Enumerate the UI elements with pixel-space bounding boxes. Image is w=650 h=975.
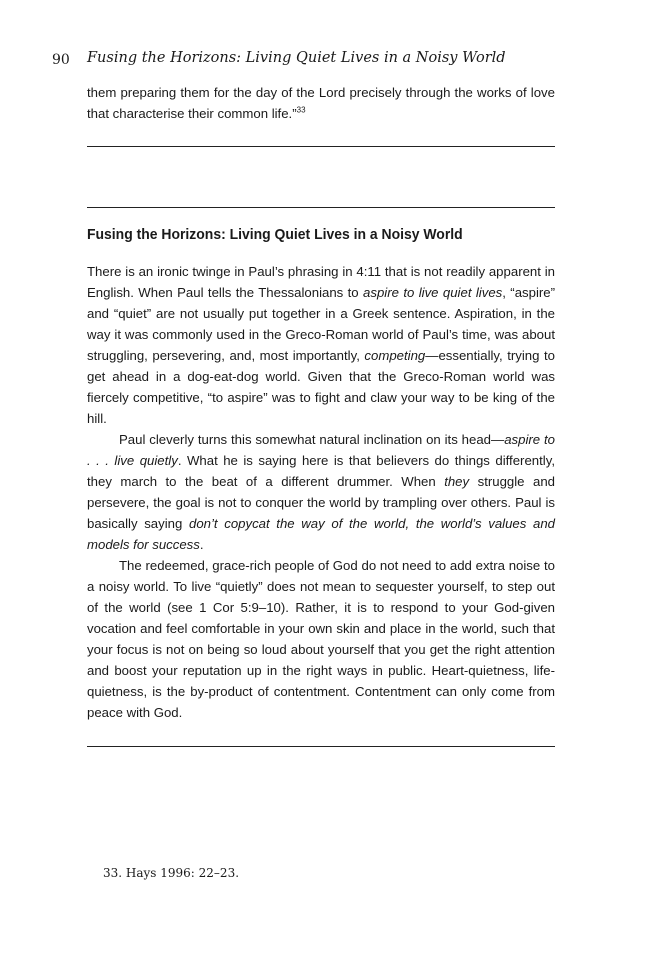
p1-text-b: , “aspire” and “quiet” are not usually put together in a Greek sentence. Aspiration, in the way it was commonly used in the Greco-Roman world of Paul’s time, was about struggling, persevering, and, most importantly, <box>87 285 555 363</box>
sidebar-paragraph-1 <box>87 261 555 429</box>
p2-text-c: struggle and persevere, the goal is not to conquer the world by trampling over others. Paul is basically saying <box>87 474 555 531</box>
page-number: 90 <box>52 52 70 68</box>
sidebar-body <box>87 261 555 723</box>
divider-rule <box>87 146 555 147</box>
p1-emphasis-a: aspire to live quiet lives <box>363 285 503 300</box>
footnote-reference[interactable]: 33 <box>296 105 306 115</box>
sidebar-paragraph-3: The redeemed, grace-rich people of God do not need to add extra noise to a noisy world. To live “quietly” does not mean to sequester yourself, to step out of the world (see 1 Cor 5:9–10). Rather, it is to respond to your God-given vocation and feel comfortable in your own skin and place in the world, such that your focus is not on being so loud about yourself that you get the right attention and boost your reputation up in the right ways in public. Heart-quietness, life-quietness, is the by-product of contentment. Contentment can only come from peace with God. <box>87 558 555 720</box>
p1-emphasis-b: competing <box>364 348 426 363</box>
running-title: Fusing the Horizons: Living Quiet Lives in a Noisy World <box>87 50 506 66</box>
sidebar-title: Fusing the Horizons: Living Quiet Lives in a Noisy World <box>87 226 463 243</box>
intro-paragraph <box>87 82 555 124</box>
sidebar-bottom-rule <box>87 746 555 747</box>
p2-emphasis-a: aspire to . . . live quietly <box>87 432 555 468</box>
sidebar-top-rule <box>87 207 555 208</box>
p2-text-b: . What he is saying here is that believers do things differently, they march to the beat of a different drummer. When <box>87 453 555 489</box>
p1-text-c: —essentially, trying to get ahead in a dog-eat-dog world. Given that the Greco-Roman world was fiercely competitive, “to aspire” was to fight and claw your way to be king of the hill. <box>87 348 555 426</box>
footnote: 33. Hays 1996: 22–23. <box>103 866 240 880</box>
p2-text-a: Paul cleverly turns this somewhat natural inclination on its head— <box>119 432 505 447</box>
sidebar-paragraph-2 <box>87 429 555 555</box>
p1-text-a: There is an ironic twinge in Paul’s phrasing in 4:11 that is not readily apparent in English. When Paul tells the Thessalonians to <box>87 264 555 300</box>
p2-emphasis-b: they <box>444 474 470 489</box>
p2-text-d: . <box>199 537 204 552</box>
p2-emphasis-c: don’t copycat the way of the world, the world’s values and models for success <box>87 516 555 552</box>
intro-text: them preparing them for the day of the Lord precisely through the works of love that characterise their common life.” <box>87 85 555 121</box>
